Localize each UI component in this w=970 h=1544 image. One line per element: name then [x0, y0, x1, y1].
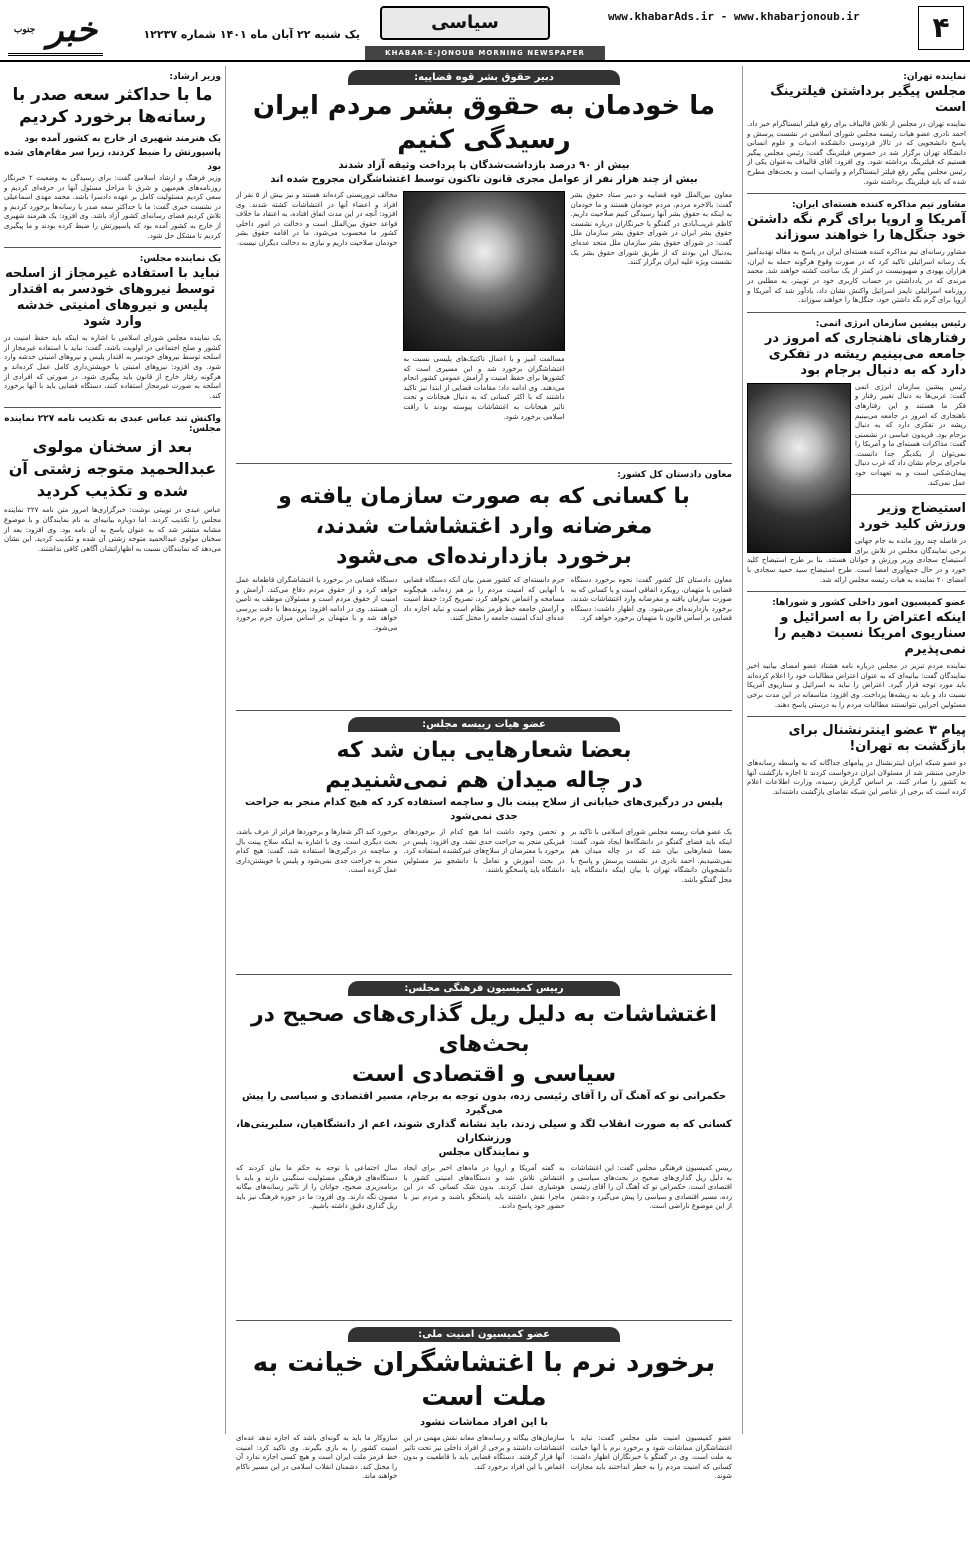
article-body: مشاور رسانه‌ای تیم مذاکره کننده هسته‌ای ایران در پاسخ به مقاله تهدیدآمیز یک رسانه اسرائیلی تاکید کرد که در صورت وقوع هرگونه حمله به ایران، هزاران یهودی و صهیونیست در کمتر از یک ساعت کشته خواهند شد. محمد مرندی که در یادداشتی در حساب کاربری خود در توییتر، به مطلبی در روزنامه اسرائیلی تایمز اسرائیل واکنش نشان داد، یادآور شد که آمریکا و اروپا برای گرم نگه داشتن خود، جنگل‌ها را خواهند سوزاند.	[747, 248, 966, 305]
article-headline: ما با حداکثر سعه صدر با رسانه‌ها برخورد کردیم	[12, 85, 213, 127]
subheadline: یک هنرمند شهیری از خارج به کشور آمده بود پاسپورتش را ضبط کردند، زیرا سر مقام‌های شده بود	[4, 134, 221, 172]
article-body: معاون بین‌الملل قوه قضاییه و دبیر ستاد حقوق بشر گفت: بالاخره مردم، مردم خودمان هستند و ما خودمان به اینکه به حقوق بشر آنها رسیدگی کنیم صلاحیت داریم. کاظم غریب‌آبادی در گفتگو با خبرنگاران درباره نشست حقوق بشر ایران در شورای حقوق بشر سازمان ملل گفت: در شورای حقوق بشر سازمان ملل متحد عده‌ای به‌دنبال این بودند که از طریق شورای حقوق بشر یک نشست ویژه علیه ایران برگزار کنند.	[570, 191, 732, 267]
headline: در چاله میدان هم نمی‌شنیدیم	[325, 768, 643, 793]
article-kicker: عضو کمیسیون امور داخلی کشور و شوراها:	[772, 598, 966, 609]
masthead	[0, 0, 970, 62]
article-headline: آمریکا و اروپا برای گرم نگه داشتن خود جنگل‌ها را خواهند سوزاند	[747, 212, 966, 244]
article-body: سال اجتماعی با توجه به حکم ما بیان کردند که دستگاه‌های فرهنگی مسئولیت سنگینی دارند و باید با برنامه‌ریزی صحیح، جوانان را از تاثیر رسانه‌های بیگانه مصون نگه دارند. وی افزود: ما در حوزه فرهنگ نیز باید ریل گذاری دقیق داشته باشیم.	[236, 1164, 398, 1211]
divider	[236, 974, 732, 975]
article-body: دو عضو شبکه ایران اینترنشنال در پیامهای جداگانه که به واسطه رسانه‌های خارجی منتشر شد از مسئولان ایران درخواست کردند تا اجازه بازگشت آنها به کشور را صادر کنند. بر اساس گزارش رسیده، وزارت اطلاعات اعلام کرده است که برخی از عناصر این شبکه تقاضای بازگشت داشته‌اند.	[747, 759, 966, 796]
article-headline: رفتارهای ناهنجاری که امروز در جامعه می‌بینیم ریشه در تفکری دارد که به دنبال برجام بود	[764, 330, 966, 378]
subheadline: با این افراد مماشات نشود	[420, 1417, 548, 1428]
logo-text: خبر	[47, 10, 98, 50]
lead-headline: ما خودمان به حقوق بشر مردم ایران رسیدگی کنیم	[252, 91, 716, 155]
section-title: سیاسی	[380, 6, 550, 40]
subheadline: بیش از چند هزار نفر از عوامل مجری قانون تاکنون توسط اغتشاشگران مجروح شده اند	[270, 174, 698, 185]
article-kicker: وزیر ارشاد:	[169, 72, 221, 82]
article-body: وزیر فرهنگ و ارشاد اسلامی گفت: برای رسیدگی به وضعیت ۲ خبرنگار روزنامه‌های هم‌میهن و شرق تا مراحل مسئول آنها در حرفه‌ای کردیم و سعی کردیم مسئولیت کامل بر عهده دادسرا باشد. محمد مهدی اسماعیلی در نشست خبری گفت: ما با حداکثر سعه صدر با رسانه‌ها برخورد کردیم و تلاش کردیم فضای رسانه‌ای کشور آزاد باشد. وی افزود: یک هنرمند شهیری از خارج به کشور آمده بود که پاسپورتش را ضبط کرده بودند و ما پیگیری کردیم تا مشکل حل شود.	[4, 174, 222, 240]
newspaper-logo	[8, 6, 103, 56]
article-body: نماینده تهران در مجلس از تلاش قالیباف برای رفع فیلتر اینستاگرام خبر داد. احمد نادری عضو هیات رئیسه مجلس شورای اسلامی در نشست پرسش و پاسخ دانشجویی که در تالار فردوسی دانشکده ادبیات و علوم انسانی دانشگاه تهران برگزار شد در خصوص فیلترینگ گفت: رئیس مجلس پیگیر هستیم که فیلترینگ برداشته شود. وی افزود: آقای قالیباف به‌عنوان یکی از رئیس مجلس پیگیر رفع فیلتر اینستاگرام و واتساپ است و بحث‌های مطرح شده که باید فیلترینگ برداشته شود.	[747, 120, 966, 186]
subheadline: بیش از ۹۰ درصد بازداشت‌شدگان با پرداخت وثیقه آزاد شدند	[338, 160, 630, 171]
article-kicker: رئیس پیشین سازمان انرژی اتمی:	[815, 318, 966, 329]
headline: برخورد بازدارنده‌ای می‌شود	[336, 544, 632, 569]
article-kicker: عضو کمیسیون امنیت ملی:	[348, 1327, 621, 1342]
article-headline: اینکه اعتراض را به اسرائیل و سناریوی امریکا نسبت دهیم را نمی‌پذیرم	[774, 610, 966, 658]
article-headline: استیضاح وزیر ورزش کلید خورد	[858, 501, 966, 533]
headline: بعضا شعارهایی بیان شد که	[336, 738, 632, 763]
article-headline: مجلس پیگیر برداشتن فیلترینگ است	[770, 84, 966, 115]
article-kicker: یک نماینده مجلس:	[139, 254, 221, 265]
site-url[interactable]: www.khabarAds.ir - www.khabarjonoub.ir	[608, 10, 860, 23]
subheadline: حکمرانی نو که آهنگ آن را آقای رئیسی زده، بدون توجه به برجام، مسیر اقتصادی و سیاسی را پیش می‌گیرد	[241, 1091, 727, 1116]
headline: سیاسی و اقتصادی است	[351, 1062, 617, 1087]
divider	[236, 710, 732, 711]
headline: برخورد نرم با اغتشاشگران خیانت به ملت است	[252, 1348, 716, 1412]
headline: با کسانی که به صورت سازمان یافته و مغرضانه وارد اغتشاشات شدند،	[278, 484, 690, 539]
article-body: نماینده مردم تبریز در مجلس درباره نامه هشتاد عضو امضای بیانیه اخیر نمایندگان گفت: بیانیه‌ای که به عنوان اعتراض مطالبات خود را اعلام کرده‌اند باید مورد توجه قرار گیرد. اعتراض را نباید به اسرائیل و سناریوی آمریکا نسبت داد و باید به ریشه‌ها پرداخت. وی افزود: متاسفانه در این مدت برخی مسئولین اجرایی نتوانستند مطالبات مردم را به درستی پاسخ دهند.	[747, 662, 966, 709]
article-body: عضو کمیسیون امنیت ملی مجلس گفت: نباید با اغتشاشگران مماشات شود و برخورد نرم با آنها خیانت به ملت است. وی در گفتگو با خبرنگاران اظهار داشت: کسانی که امنیت مردم را به خطر انداختند باید مجازات شوند.	[570, 1434, 732, 1481]
article-kicker: رییس کمیسیون فرهنگی مجلس:	[348, 981, 621, 996]
article-headline: بعد از سخنان مولوی عبدالحمید متوجه زشتی آن شده و تکذیب کردید	[8, 437, 217, 501]
article-body: و تحصن وجود داشت اما هیچ کدام از برخوردهای فیزیکی منجر به جراحت جدی نشد. وی افزود: پلیس در برخورد با معترضان از سلاح‌های غیرکشنده استفاده کرد. در بحث آموزش و تعامل با دانشجو نیز مسئولین دانشگاه باید پاسخگو باشند.	[403, 828, 565, 875]
page-number: ۴	[918, 6, 964, 50]
right-column	[742, 66, 966, 1434]
article-body: رییس کمیسیون فرهنگی مجلس گفت: این اغتشاشات به دلیل ریل گذاری‌های صحیح در بحث‌های سیاسی و اقتصادی است. حکمرانی نو که آهنگ آن را آقای رئیسی زده، مسیر اقتصادی و سیاسی را پیش می‌گیرد و دشمن از این موضوع ناراضی است.	[570, 1164, 732, 1211]
headline: اغتشاشات به دلیل ریل گذاری‌های صحیح در بحث‌های	[251, 1002, 717, 1057]
article-kicker: واکنش تند عباس عبدی به تکذیب نامه ۲۲۷ نماینده مجلس:	[4, 414, 221, 435]
english-tagline: KHABAR-E-JONOUB MORNING NEWSPAPER	[365, 46, 605, 60]
article-body: سازمان‌های بیگانه و رسانه‌های معاند نقش مهمی در این اغتشاشات داشتند و برخی از افراد داخلی نیز تحت تاثیر آنها قرار گرفتند. دستگاه قضایی باید با قاطعیت و بدون اغماض با این افراد برخورد کند.	[403, 1434, 565, 1471]
article-body: معاون دادستان کل کشور گفت: نحوه برخورد دستگاه قضایی با متهمان، رویکرد اتفاقی است و با کسانی که به صورت سازمان یافته و مغرضانه وارد اغتشاشات شدند، برخورد بازدارنده‌ای می‌شود. وی اظهار داشت: دستگاه قضایی بر اساس قانون با متهمان برخورد خواهد کرد.	[570, 576, 732, 623]
divider	[747, 591, 966, 592]
article-body: دستگاه قضایی در برخورد با اغتشاشگران قاطعانه عمل خواهد کرد و از حقوق مردم دفاع می‌کند. آرامش و امنیت از حقوق مردم است و مسئولان موظف به تامین آن هستند. وی در ادامه افزود: پرونده‌ها با دقت بررسی خواهد شد و با متهمان بر اساس میزان جرم برخورد می‌شود.	[236, 576, 398, 632]
article-headline: پیام ۳ عضو اینترنشنال برای بازگشت به تهران!	[788, 723, 966, 755]
article-kicker: دبیر حقوق بشر قوه قضاییه:	[348, 70, 621, 85]
article-body: مسالمت آمیز و با اعمال تاکتیک‌های پلیسی نسبت به اغتشاشگران برخورد شد و این مسیری است که کشورها برای حفظ امنیت و آرامش عمومی کشور انجام می‌دهند. وی ادامه داد: مقامات قضایی از ابتدا نیز تاکید داشتند که با اکثر کسانی که به دنبال هیجانات و تحت تاثیر هیجانات به اغتشاشات پیوسته بودند با رافت اسلامی برخورد شود.	[403, 355, 565, 421]
logo-subtext: جنوب	[13, 25, 36, 35]
article-body: جرم دانسته‌ای که کشور ضمن بیان آنکه دستگاه قضایی با آنهایی که امنیت مردم را بر هم زده‌اند، هیچگونه مسامحه و اغماض نخواهد کرد، تصریح کرد: حفظ امنیت و آرامش جامعه خط قرمز نظام است و نباید اجازه داد عده‌ای اندک امنیت جامعه را مختل کنند.	[403, 576, 565, 623]
divider	[4, 407, 221, 408]
official-portrait-photo	[403, 191, 564, 351]
article-body: به گفته آمریکا و اروپا در ماه‌های اخیر برای ایجاد اغتشاش تلاش شد و دستگاه‌های امنیتی کشور با هوشیاری عمل کردند. بدون شک کسانی که در این ماجرا نقش داشتند باید پاسخگو باشند و مردم نیز با حضور خود پاسخ دادند.	[403, 1164, 565, 1211]
article-headline: نباید با استفاده غیرمجاز از اسلحه توسط نیروهای خودسر به اقتدار پلیس و نیروهای امنیتی خدشه وارد شود	[5, 266, 220, 330]
divider	[747, 193, 966, 194]
left-column	[4, 66, 226, 1434]
subheadline: پلیس در درگیری‌های خیابانی از سلاح پینت بال و ساچمه استفاده کرد که هیچ کدام منجر به جراحت جدی نمی‌شود	[245, 797, 723, 822]
article-body: عباس عبدی در توییتی نوشت: خبرگزاری‌ها امروز متن نامه ۲۲۷ نماینده مجلس را تکذیب کردند. اما دوباره بیانیه‌ای به نام نمایندگان و با موضوع مشابه منتشر شد که به عنوان پاسخ به آن نامه بود. وی افزود: بعد از سخنان مولوی عبدالحمید متوجه زشتی آن شده و تکذیب کردید. این نشان می‌دهد که نمایندگان نسبت به اظهاراتشان آگاهی کافی نداشتند.	[4, 506, 221, 553]
divider	[236, 463, 732, 464]
article-body: یک نماینده مجلس شورای اسلامی با اشاره به اینکه باید حفظ امنیت در کشور و صلح اجتماعی در اولویت باشد، گفت: نباید با استفاده غیرمجاز از اسلحه توسط نیروهای خودسر به اقتدار پلیس و نیروهای امنیتی خدشه وارد شود. وی افزود: نیروهای امنیتی با خویشتن‌داری کامل عمل کرده‌اند و هرگونه رفتار خارج از قانون باید پیگیری شود. در صورتی که افرادی از اسلحه به صورت غیرمجاز استفاده کنند، دستگاه قضایی باید با آنها برخورد کند.	[4, 334, 221, 400]
article-body: مخالف تروریستی کرده‌اند هستند و نیز بیش از ۵ نفر از افراد و اعضاء آنها در اغتشاشات کشته شدند. وی افزود: آنچه در این مدت اتفاق افتاده، به اعتقاد ما خلاف قواعد حقوق بین‌الملل است و دخالت در امور داخلی کشور ما محسوب می‌شود. ما در اقامه حقوق بشر خودمان صلاحیت داریم و نیازی به دخالت دیگران نیست.	[236, 191, 398, 247]
article-body: در فاصله چند روز مانده به جام جهانی برخی نمایندگان مجلس در تلاش برای استیضاح سجادی وزیر ورزش و جوانان هستند. بنا بر طرح استیضاح کلید خورد و در حال جمع‌آوری امضا است. طرح استیضاح سید حمید سجادی با امضای ۲۰ نماینده به هیات رئیسه مجلس ارائه شد.	[747, 537, 966, 584]
article-kicker: معاون دادستان کل کشور:	[617, 470, 732, 480]
issue-date: یک شنبه ۲۲ آبان ماه ۱۴۰۱ شماره ۱۲۲۳۷	[143, 28, 360, 41]
article-body: یک عضو هیات رییسه مجلس شورای اسلامی با تاکید بر اینکه باید فضای گفتگو در دانشگاه‌ها ایجاد شود، گفت: بعضا شعارهایی بیان شد که در چاله میدان هم نمی‌شنیدیم. احمد نادری در نشست پرسش و پاسخ با دانشجویان دانشگاه تهران با بیان اینکه دانشگاه باید محل گفتگو باشد.	[570, 828, 732, 884]
subheadline: و نمایندگان مجلس	[438, 1147, 530, 1158]
divider	[4, 247, 221, 248]
article-body: برخورد کند اگر شعارها و برخوردها فراتر از عرف باشد، بحث دیگری است. وی با اشاره به اینکه سلاح پینت بال و ساچمه در درگیری‌ها استفاده شد، گفت: هیچ کدام منجر به جراحت جدی نمی‌شود و پلیس با خویشتن‌داری عمل کرده است.	[236, 828, 398, 875]
article-kicker: عضو هیات رییسه مجلس:	[348, 717, 621, 732]
center-column	[236, 66, 732, 1481]
article-body: سازوکار ما باید به گونه‌ای باشد که اجازه ندهد عده‌ای امنیت کشور را به بازی بگیرند. وی تاکید کرد: امنیت خط قرمز ملت ایران است و هیچ کسی اجازه ندارد آن را مختل کند. دشمنان انقلاب اسلامی در این مسیر ناکام خواهند ماند.	[236, 1434, 398, 1481]
article-body: رئیس پیشین سازمان انرژی اتمی گفت: غربی‌ها به دنبال تغییر رفتار و فکر ما هستند و این رفتارهای ناهنجاری که امروز در جامعه می‌بینیم ریشه در تفکری دارد که به دنبال برجام بود. فریدون عباسی در نشستی گفت: مذاکرات هسته‌ای ما و آمریکا را نمی‌توان از یکدیگر جدا دانست. ماجرای برجام نشان داد که غرب دنبال پیمان‌شکنی است و به تعهدات خود عمل نمی‌کند.	[855, 382, 966, 487]
subheadline: کسانی که به صورت انقلاب لگد و سیلی زدند، باید نشانه گذاری شوند، اعم از دانشگاهیان، سلبریتی‌ها، ورزشکاران	[236, 1119, 732, 1144]
article-kicker: نماینده تهران:	[903, 72, 966, 82]
portrait-photo	[747, 383, 851, 553]
divider	[236, 1320, 732, 1321]
divider	[747, 716, 966, 717]
divider	[747, 312, 966, 313]
article-kicker: مشاور تیم مذاکره کننده هسته‌ای ایران:	[791, 200, 966, 211]
